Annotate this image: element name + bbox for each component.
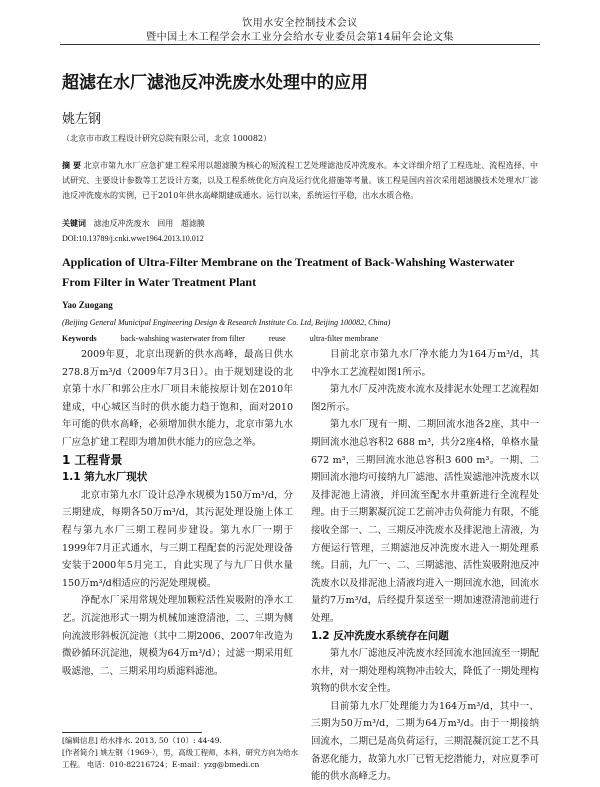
affiliation-cn: （北京市市政工程设计研究总院有限公司，北京 100082） bbox=[62, 134, 272, 143]
doi: DOI:10.13789/j.cnki.wwe1964.2013.10.012 bbox=[62, 234, 204, 243]
keyword-en-1: back-wahshing wasterwater from filter bbox=[120, 334, 245, 343]
footnote-rule bbox=[62, 732, 202, 733]
keywords-en-label: Keywords bbox=[62, 334, 97, 343]
affiliation-en: (Beijing General Municipal Engineering Design & Research Institute Co. Ltd, Beijing 100082, China) bbox=[62, 318, 391, 327]
abstract-text: 北京市第九水厂应急扩建工程采用以超滤膜为核心的短流程工艺处理滤池反冲洗废水。本文详细介绍了工程选址、流程选择、中试研究、主要设计参数等工艺设计方案，以及工程系统优化方向及运行优化措施等考量。该工程是国内首次采用超滤膜技术处理水厂滤池反冲洗废水的实例，已于2010年供水高峰期建成通水。运行以来，系统运行平稳，出水水质合格。 bbox=[62, 161, 538, 200]
keyword-cn-1: 滤池反冲洗废水 bbox=[93, 219, 150, 228]
paragraph: 净配水厂采用常规处理加颗粒活性炭吸附的净水工艺。沉淀池形式一期为机械加速澄清池，二、三期为侧向流波形斜板沉淀池（其中二期2006、2007年改造为微砂循环沉淀池，规模为64万m³/d）；过滤一期采用虹吸滤池，二、三期采用均质滤料滤池。 bbox=[62, 595, 293, 677]
keyword-en-2: reuse bbox=[268, 334, 286, 343]
paragraph: 目前第九水厂处理能力为164万m³/d，其中一、三期为50万m³/d，二期为64万m³/d。由于一期接纳回流水，二期已是高负荷运行，三期混凝沉淀工艺不具备恶化能力，故第九水厂已暂无挖潜能力，对应夏季可能的供水高峰乏力。 bbox=[311, 700, 540, 783]
section-heading: 1 工程背景 bbox=[62, 452, 123, 467]
author-en: Yao Zuogang bbox=[62, 300, 113, 310]
keyword-en-3: ultra-filter membrane bbox=[309, 334, 379, 343]
paragraph: 第九水厂反冲洗废水流水及排泥水处理工艺流程如图2所示。 bbox=[311, 384, 540, 413]
paragraph: 北京市第九水厂设计总净水规模为150万m³/d，分三期建成，每期各50万m³/d，其污泥处理设施上体工程与第九水厂三期工程同步建设。第九水厂一期于1999年7月正式通水，与三期工程配套的污泥处理设备安装于2000年5月完工，自此实现了与九厂日供水量150万m³/d相适应的污泥处理规模。 bbox=[62, 489, 293, 589]
paragraph: 第九水厂滤池反冲洗废水经回流水池回流至一期配水井，对一期处理构筑物冲击较大，降低了一期处理构筑物的供水安全性。 bbox=[311, 648, 540, 695]
running-header-line2: 暨中国土木工程学会水工业分会给水专业委员会第14届年会论文集 bbox=[146, 32, 454, 43]
abstract-cn bbox=[62, 158, 538, 203]
keywords-cn bbox=[62, 218, 205, 229]
footnote-line: [作者简介] 姚左钢（1969-），男，高级工程师，本科，研究方向为给水 bbox=[62, 748, 299, 757]
body-left-column bbox=[62, 346, 293, 680]
running-header-line1: 饮用水安全控制技术会议 bbox=[242, 18, 358, 29]
subsection-heading: 1.2 反冲洗废水系统存在问题 bbox=[311, 629, 449, 642]
footnote-line: 工程。 电话：010-82216724；E-mail：yzg@bmedi.cn bbox=[62, 760, 260, 769]
author-cn: 姚左钢 bbox=[62, 112, 102, 127]
title-cn: 超滤在水厂滤池反冲洗废水处理中的应用 bbox=[62, 73, 368, 93]
keyword-cn-3: 超滤膜 bbox=[180, 219, 205, 228]
header-rule bbox=[60, 44, 540, 45]
paragraph: 目前北京市第九水厂净水能力为164万m³/d，其中净水工艺流程如图1所示。 bbox=[311, 349, 539, 378]
keywords-en bbox=[62, 334, 378, 343]
subsection-heading: 1.1 第九水厂现状 bbox=[62, 471, 148, 484]
abstract-label: 摘 要 bbox=[62, 160, 82, 170]
paragraph: 2009年夏，北京出现新的供水高峰，最高日供水278.8万m³/d（2009年7月3日）。由于规划建设的北京第十水厂和郭公庄水厂项目未能按原计划在2010年建成，中心城区当时的供水能力趋于饱和，面对2010年可能的供水高峰，必须增加供水能力，北京市第九水厂应急扩建工程即为增加供水能力的应急之举。 bbox=[62, 349, 293, 448]
keywords-label: 关键词 bbox=[62, 218, 86, 228]
paragraph: 第九水厂现有一期、二期回流水池各2座，其中一期回流水池总容积2 688 m³，共分2座4格，单格水量672 m³，三期回流水池总容积3 600 m³。一期、二期回流水池均可接纳九厂滤池、活性炭滤池冲洗废水以及排泥池上清液，并回流至配水井重新进行全流程处理。由于三期絮凝沉淀工艺前冲击负荷能力有限，不能接收全部一、二、三期反冲洗废水及排泥池上清液，为方便运行管理，三期滤池反冲洗废水进入一期处理系统。目前，九厂一、二、三期滤池、活性炭吸附池反冲洗废水以及排泥池上清液均进入一期回流水池，回流水量约7万m³/d，后经提升泵送至一期加速澄清池前进行处理。 bbox=[311, 419, 540, 624]
title-en: Application of Ultra-Filter Membrane on the Treatment of Back-Wahshing Wasterwater From Filter in Water Treatment Plant bbox=[62, 255, 515, 289]
footnote bbox=[62, 735, 298, 771]
footnote-line: [编辑信息] 给水排水. 2013, 50（10）: 44-49. bbox=[62, 736, 222, 745]
body-right-column bbox=[311, 346, 539, 786]
keyword-cn-2: 回用 bbox=[157, 219, 174, 228]
